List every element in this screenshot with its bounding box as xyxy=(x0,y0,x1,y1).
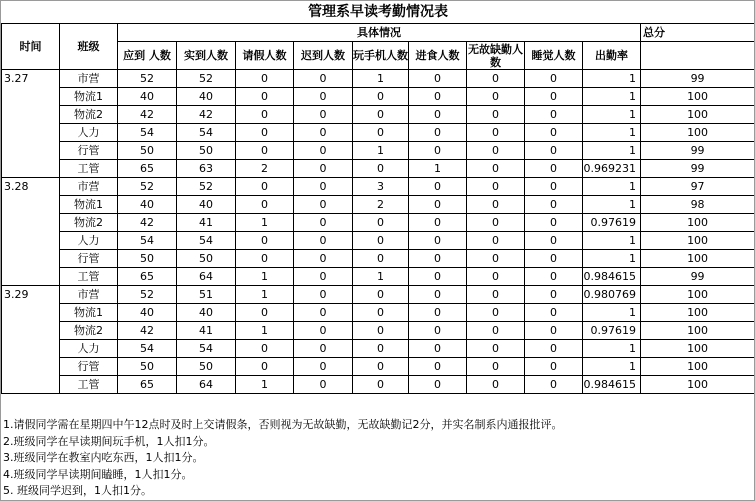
cell-leave: 0 xyxy=(236,250,294,268)
cell-actual: 63 xyxy=(177,160,236,178)
cell-should: 54 xyxy=(118,232,177,250)
cell-absent: 0 xyxy=(467,322,525,340)
cell-total: 100 xyxy=(641,376,755,394)
cell-time xyxy=(2,142,60,160)
cell-leave: 2 xyxy=(236,160,294,178)
cell-eating: 1 xyxy=(409,160,467,178)
cell-eating: 0 xyxy=(409,70,467,88)
cell-class: 物流1 xyxy=(60,304,118,322)
cell-eating: 0 xyxy=(409,124,467,142)
cell-late: 0 xyxy=(294,178,353,196)
cell-time xyxy=(2,214,60,232)
sheet-title: 管理系早读考勤情况表 xyxy=(2,1,755,24)
cell-leave: 0 xyxy=(236,196,294,214)
cell-class: 物流2 xyxy=(60,322,118,340)
cell-rate: 1 xyxy=(583,70,641,88)
cell-late: 0 xyxy=(294,70,353,88)
cell-late: 0 xyxy=(294,304,353,322)
header-should: 应到 人数 xyxy=(118,42,177,70)
cell-eating: 0 xyxy=(409,232,467,250)
cell-sleep: 0 xyxy=(525,178,583,196)
cell-late: 0 xyxy=(294,268,353,286)
header-total-blank xyxy=(641,42,755,70)
cell-sleep: 0 xyxy=(525,106,583,124)
cell-eating: 0 xyxy=(409,340,467,358)
cell-actual: 40 xyxy=(177,196,236,214)
table-row xyxy=(2,160,755,178)
cell-absent: 0 xyxy=(467,304,525,322)
cell-absent: 0 xyxy=(467,160,525,178)
table-row xyxy=(2,358,755,376)
cell-should: 52 xyxy=(118,178,177,196)
cell-phone: 0 xyxy=(353,124,409,142)
cell-leave: 1 xyxy=(236,268,294,286)
cell-total: 99 xyxy=(641,70,755,88)
cell-should: 42 xyxy=(118,214,177,232)
note-line: 5. 班级同学迟到，1人扣1分。 xyxy=(3,484,152,497)
cell-actual: 50 xyxy=(177,250,236,268)
table-row xyxy=(2,214,755,232)
cell-phone: 0 xyxy=(353,232,409,250)
cell-actual: 54 xyxy=(177,232,236,250)
cell-time xyxy=(2,232,60,250)
cell-time xyxy=(2,88,60,106)
cell-phone: 2 xyxy=(353,196,409,214)
cell-eating: 0 xyxy=(409,196,467,214)
cell-eating: 0 xyxy=(409,358,467,376)
cell-time: 3.27 xyxy=(2,70,60,88)
cell-absent: 0 xyxy=(467,358,525,376)
cell-should: 65 xyxy=(118,268,177,286)
cell-time xyxy=(2,196,60,214)
cell-sleep: 0 xyxy=(525,124,583,142)
cell-should: 40 xyxy=(118,304,177,322)
table-row xyxy=(2,304,755,322)
cell-leave: 0 xyxy=(236,70,294,88)
header-time: 时间 xyxy=(2,24,60,70)
cell-time: 3.29 xyxy=(2,286,60,304)
cell-should: 50 xyxy=(118,250,177,268)
cell-eating: 0 xyxy=(409,304,467,322)
cell-actual: 50 xyxy=(177,142,236,160)
cell-sleep: 0 xyxy=(525,304,583,322)
cell-time xyxy=(2,304,60,322)
cell-sleep: 0 xyxy=(525,232,583,250)
cell-absent: 0 xyxy=(467,142,525,160)
notes xyxy=(3,417,563,500)
cell-phone: 0 xyxy=(353,286,409,304)
cell-rate: 1 xyxy=(583,124,641,142)
table-row xyxy=(2,88,755,106)
cell-phone: 0 xyxy=(353,88,409,106)
table-row xyxy=(2,340,755,358)
cell-total: 100 xyxy=(641,250,755,268)
cell-time xyxy=(2,160,60,178)
header-phone: 玩手机人数 xyxy=(353,42,409,70)
cell-time xyxy=(2,340,60,358)
cell-class: 工管 xyxy=(60,160,118,178)
cell-late: 0 xyxy=(294,232,353,250)
cell-rate: 1 xyxy=(583,106,641,124)
cell-should: 54 xyxy=(118,340,177,358)
cell-should: 42 xyxy=(118,106,177,124)
header-total: 总分 xyxy=(641,24,755,42)
cell-eating: 0 xyxy=(409,376,467,394)
cell-total: 98 xyxy=(641,196,755,214)
cell-eating: 0 xyxy=(409,214,467,232)
cell-rate: 1 xyxy=(583,358,641,376)
cell-eating: 0 xyxy=(409,322,467,340)
cell-leave: 0 xyxy=(236,178,294,196)
cell-eating: 0 xyxy=(409,142,467,160)
cell-sleep: 0 xyxy=(525,286,583,304)
cell-sleep: 0 xyxy=(525,322,583,340)
cell-rate: 0.984615 xyxy=(583,268,641,286)
cell-leave: 1 xyxy=(236,214,294,232)
cell-rate: 1 xyxy=(583,304,641,322)
cell-class: 人力 xyxy=(60,232,118,250)
cell-actual: 40 xyxy=(177,88,236,106)
cell-eating: 0 xyxy=(409,106,467,124)
header-eating: 进食人数 xyxy=(409,42,467,70)
cell-should: 40 xyxy=(118,88,177,106)
cell-leave: 0 xyxy=(236,88,294,106)
cell-absent: 0 xyxy=(467,214,525,232)
cell-late: 0 xyxy=(294,196,353,214)
cell-phone: 0 xyxy=(353,106,409,124)
cell-actual: 40 xyxy=(177,304,236,322)
cell-should: 50 xyxy=(118,358,177,376)
cell-sleep: 0 xyxy=(525,142,583,160)
cell-late: 0 xyxy=(294,286,353,304)
cell-total: 100 xyxy=(641,358,755,376)
header-leave: 请假人数 xyxy=(236,42,294,70)
cell-rate: 0.984615 xyxy=(583,376,641,394)
cell-should: 65 xyxy=(118,376,177,394)
cell-should: 42 xyxy=(118,322,177,340)
cell-absent: 0 xyxy=(467,250,525,268)
cell-class: 物流2 xyxy=(60,214,118,232)
table-row xyxy=(2,124,755,142)
cell-rate: 1 xyxy=(583,196,641,214)
cell-late: 0 xyxy=(294,250,353,268)
cell-late: 0 xyxy=(294,376,353,394)
cell-late: 0 xyxy=(294,160,353,178)
cell-absent: 0 xyxy=(467,106,525,124)
cell-leave: 0 xyxy=(236,340,294,358)
table-row xyxy=(2,70,755,88)
cell-phone: 3 xyxy=(353,178,409,196)
cell-phone: 0 xyxy=(353,160,409,178)
cell-phone: 1 xyxy=(353,142,409,160)
header-actual: 实到人数 xyxy=(177,42,236,70)
cell-leave: 1 xyxy=(236,286,294,304)
cell-total: 100 xyxy=(641,286,755,304)
cell-phone: 0 xyxy=(353,340,409,358)
cell-phone: 1 xyxy=(353,268,409,286)
table-row xyxy=(2,106,755,124)
cell-actual: 50 xyxy=(177,358,236,376)
table-row xyxy=(2,376,755,394)
cell-time xyxy=(2,322,60,340)
cell-leave: 0 xyxy=(236,232,294,250)
cell-class: 行管 xyxy=(60,358,118,376)
cell-should: 40 xyxy=(118,196,177,214)
cell-actual: 42 xyxy=(177,106,236,124)
cell-rate: 0.97619 xyxy=(583,214,641,232)
cell-class: 物流1 xyxy=(60,88,118,106)
cell-total: 100 xyxy=(641,304,755,322)
cell-phone: 0 xyxy=(353,376,409,394)
cell-rate: 1 xyxy=(583,88,641,106)
cell-phone: 0 xyxy=(353,358,409,376)
cell-sleep: 0 xyxy=(525,268,583,286)
cell-total: 100 xyxy=(641,88,755,106)
cell-class: 工管 xyxy=(60,376,118,394)
cell-sleep: 0 xyxy=(525,250,583,268)
cell-actual: 64 xyxy=(177,376,236,394)
cell-leave: 0 xyxy=(236,358,294,376)
cell-actual: 64 xyxy=(177,268,236,286)
header-details: 具体情况 xyxy=(118,24,641,42)
cell-actual: 54 xyxy=(177,340,236,358)
cell-rate: 0.969231 xyxy=(583,160,641,178)
cell-eating: 0 xyxy=(409,250,467,268)
cell-actual: 52 xyxy=(177,178,236,196)
header-sleep: 睡觉人数 xyxy=(525,42,583,70)
note-line: 2.班级同学在早读期间玩手机，1人扣1分。 xyxy=(3,434,215,448)
cell-phone: 1 xyxy=(353,70,409,88)
cell-rate: 1 xyxy=(583,142,641,160)
cell-absent: 0 xyxy=(467,232,525,250)
table-row xyxy=(2,250,755,268)
cell-absent: 0 xyxy=(467,376,525,394)
cell-class: 行管 xyxy=(60,142,118,160)
cell-rate: 1 xyxy=(583,250,641,268)
cell-late: 0 xyxy=(294,142,353,160)
table-row xyxy=(2,178,755,196)
cell-leave: 0 xyxy=(236,142,294,160)
cell-class: 物流2 xyxy=(60,106,118,124)
header-late: 迟到人数 xyxy=(294,42,353,70)
cell-time xyxy=(2,358,60,376)
cell-actual: 41 xyxy=(177,214,236,232)
note-line: 3.班级同学在教室内吃东西，1人扣1分。 xyxy=(3,451,204,464)
cell-actual: 51 xyxy=(177,286,236,304)
cell-phone: 0 xyxy=(353,250,409,268)
table-row xyxy=(2,232,755,250)
cell-sleep: 0 xyxy=(525,214,583,232)
note-line: 4.班级同学早读期间瞌睡，1人扣1分。 xyxy=(3,467,193,481)
cell-should: 52 xyxy=(118,286,177,304)
header-class: 班级 xyxy=(60,24,118,70)
cell-total: 99 xyxy=(641,268,755,286)
cell-actual: 52 xyxy=(177,70,236,88)
cell-absent: 0 xyxy=(467,196,525,214)
cell-eating: 0 xyxy=(409,88,467,106)
table-row xyxy=(2,268,755,286)
cell-late: 0 xyxy=(294,358,353,376)
cell-sleep: 0 xyxy=(525,376,583,394)
cell-total: 100 xyxy=(641,214,755,232)
table-row xyxy=(2,322,755,340)
cell-late: 0 xyxy=(294,88,353,106)
note-line: 1.请假同学需在星期四中午12点时及时上交请假条，否则视为无故缺勤，无故缺勤记2分，并实名制系内通报批评。 xyxy=(3,418,563,431)
cell-time xyxy=(2,106,60,124)
cell-rate: 1 xyxy=(583,340,641,358)
cell-rate: 1 xyxy=(583,232,641,250)
cell-rate: 1 xyxy=(583,178,641,196)
cell-total: 99 xyxy=(641,160,755,178)
attendance-table xyxy=(1,1,755,394)
cell-should: 65 xyxy=(118,160,177,178)
cell-rate: 0.97619 xyxy=(583,322,641,340)
cell-time xyxy=(2,376,60,394)
cell-phone: 0 xyxy=(353,214,409,232)
cell-class: 行管 xyxy=(60,250,118,268)
cell-time xyxy=(2,124,60,142)
cell-should: 52 xyxy=(118,70,177,88)
cell-phone: 0 xyxy=(353,304,409,322)
cell-should: 50 xyxy=(118,142,177,160)
cell-sleep: 0 xyxy=(525,196,583,214)
cell-absent: 0 xyxy=(467,88,525,106)
cell-absent: 0 xyxy=(467,178,525,196)
cell-actual: 54 xyxy=(177,124,236,142)
cell-absent: 0 xyxy=(467,340,525,358)
cell-absent: 0 xyxy=(467,268,525,286)
cell-total: 97 xyxy=(641,178,755,196)
table-row xyxy=(2,142,755,160)
cell-eating: 0 xyxy=(409,178,467,196)
cell-rate: 0.980769 xyxy=(583,286,641,304)
cell-class: 市营 xyxy=(60,178,118,196)
cell-phone: 0 xyxy=(353,322,409,340)
cell-leave: 0 xyxy=(236,124,294,142)
cell-class: 工管 xyxy=(60,268,118,286)
cell-class: 人力 xyxy=(60,124,118,142)
header-absent: 无故缺勤人数 xyxy=(468,42,523,69)
cell-time xyxy=(2,250,60,268)
cell-total: 100 xyxy=(641,340,755,358)
cell-time xyxy=(2,268,60,286)
cell-eating: 0 xyxy=(409,286,467,304)
cell-eating: 0 xyxy=(409,268,467,286)
cell-sleep: 0 xyxy=(525,88,583,106)
cell-class: 市营 xyxy=(60,286,118,304)
cell-time: 3.28 xyxy=(2,178,60,196)
cell-late: 0 xyxy=(294,322,353,340)
cell-absent: 0 xyxy=(467,124,525,142)
cell-sleep: 0 xyxy=(525,70,583,88)
cell-should: 54 xyxy=(118,124,177,142)
cell-late: 0 xyxy=(294,214,353,232)
cell-class: 物流1 xyxy=(60,196,118,214)
table-row xyxy=(2,286,755,304)
cell-leave: 0 xyxy=(236,304,294,322)
cell-sleep: 0 xyxy=(525,160,583,178)
cell-sleep: 0 xyxy=(525,340,583,358)
cell-leave: 1 xyxy=(236,376,294,394)
cell-class: 人力 xyxy=(60,340,118,358)
header-rate: 出勤率 xyxy=(583,42,641,70)
cell-actual: 41 xyxy=(177,322,236,340)
cell-total: 100 xyxy=(641,232,755,250)
cell-absent: 0 xyxy=(467,286,525,304)
table-row xyxy=(2,196,755,214)
cell-sleep: 0 xyxy=(525,358,583,376)
cell-leave: 0 xyxy=(236,106,294,124)
cell-total: 100 xyxy=(641,106,755,124)
cell-total: 100 xyxy=(641,124,755,142)
cell-absent: 0 xyxy=(467,70,525,88)
cell-late: 0 xyxy=(294,340,353,358)
cell-leave: 1 xyxy=(236,322,294,340)
cell-total: 100 xyxy=(641,322,755,340)
cell-late: 0 xyxy=(294,106,353,124)
cell-late: 0 xyxy=(294,124,353,142)
cell-total: 99 xyxy=(641,142,755,160)
cell-class: 市营 xyxy=(60,70,118,88)
